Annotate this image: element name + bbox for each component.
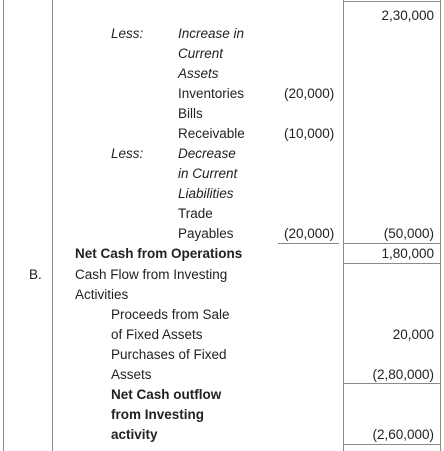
trade-payables-amount: (20,000) [284, 226, 335, 241]
less-label-assets: Less: [111, 26, 144, 41]
investing-heading-line1: Cash Flow from Investing [75, 267, 228, 282]
less-label-liabilities: Less: [111, 146, 144, 161]
decrease-liabilities-line2: in Current [178, 166, 238, 181]
net-cash-operations-amount: 1,80,000 [381, 246, 434, 261]
decrease-liabilities-line1: Decrease [178, 146, 236, 161]
section-b-marker: B. [29, 267, 42, 282]
net-investing-line1: Net Cash outflow [111, 387, 222, 402]
adjustments-total: (50,000) [383, 226, 434, 241]
bills-receivable-amount: (10,000) [284, 126, 335, 141]
inventories-amount: (20,000) [284, 86, 335, 101]
table-right-border [440, 0, 441, 451]
proceeds-sale-amount: 20,000 [392, 327, 434, 342]
inventories-label: Inventories [178, 86, 245, 101]
net-investing-line2: from Investing [111, 407, 205, 422]
increase-current-assets-line1: Increase in [178, 26, 245, 41]
bills-receivable-line1: Bills [178, 106, 203, 121]
table-left-border [3, 0, 4, 451]
decrease-liabilities-line3: Liabilities [178, 186, 234, 201]
table-column-divider-1 [52, 0, 53, 451]
purchases-fixed-line2: Assets [111, 367, 152, 382]
total-before-adjustments: 2,30,000 [381, 8, 434, 23]
net-cash-operations-label: Net Cash from Operations [75, 246, 243, 261]
net-investing-amount: (2,60,000) [372, 427, 434, 442]
purchases-fixed-amount: (2,80,000) [372, 367, 434, 382]
increase-current-assets-line2: Current [178, 46, 224, 61]
increase-current-assets-line3: Assets [178, 66, 219, 81]
proceeds-sale-line2: of Fixed Assets [111, 327, 203, 342]
trade-payables-line1: Trade [178, 206, 213, 221]
investing-heading-line2: Activities [75, 287, 129, 302]
trade-payables-line2: Payables [178, 226, 234, 241]
proceeds-sale-line1: Proceeds from Sale [111, 307, 230, 322]
purchases-fixed-line1: Purchases of Fixed [111, 347, 227, 362]
net-investing-line3: activity [111, 427, 158, 442]
bills-receivable-line2: Receivable [178, 126, 245, 141]
top-rule [343, 1, 440, 2]
